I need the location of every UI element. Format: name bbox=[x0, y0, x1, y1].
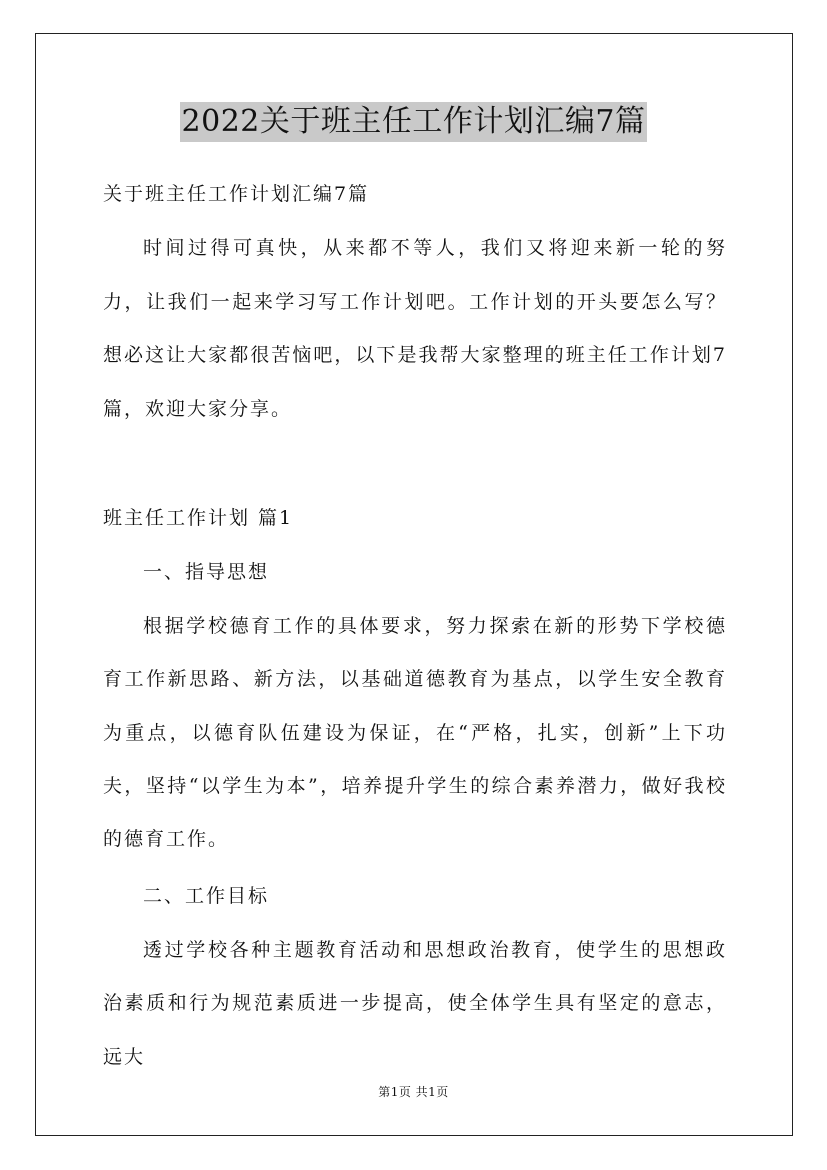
part2-body: 透过学校各种主题教育活动和思想政治教育，使学生的思想政治素质和行为规范素质进一步提高，使全体学生具有坚定的意志，远大 bbox=[103, 939, 727, 1068]
title-container bbox=[0, 102, 827, 142]
part2-heading: 二、工作目标 bbox=[143, 885, 270, 907]
document-title: 2022关于班主任工作计划汇编7篇 bbox=[180, 102, 648, 142]
section-heading: 班主任工作计划 篇1 bbox=[103, 507, 294, 529]
intro-paragraph: 时间过得可真快，从来都不等人，我们又将迎来新一轮的努力，让我们一起来学习写工作计划吧。工作计划的开头要怎么写？想必这让大家都很苦恼吧，以下是我帮大家整理的班主任工作计划7篇，欢迎大家分享。 bbox=[103, 237, 727, 420]
document-subtitle: 关于班主任工作计划汇编7篇 bbox=[103, 183, 370, 205]
part1-body: 根据学校德育工作的具体要求，努力探索在新的形势下学校德育工作新思路、新方法，以基础道德教育为基点，以学生安全教育为重点，以德育队伍建设为保证，在“严格，扎实，创新”上下功夫，坚持“以学生为本”，培养提升学生的综合素养潜力，做好我校的德育工作。 bbox=[103, 615, 727, 851]
part1-heading: 一、指导思想 bbox=[143, 561, 270, 583]
page-footer: 第1页 共1页 bbox=[378, 1085, 449, 1099]
